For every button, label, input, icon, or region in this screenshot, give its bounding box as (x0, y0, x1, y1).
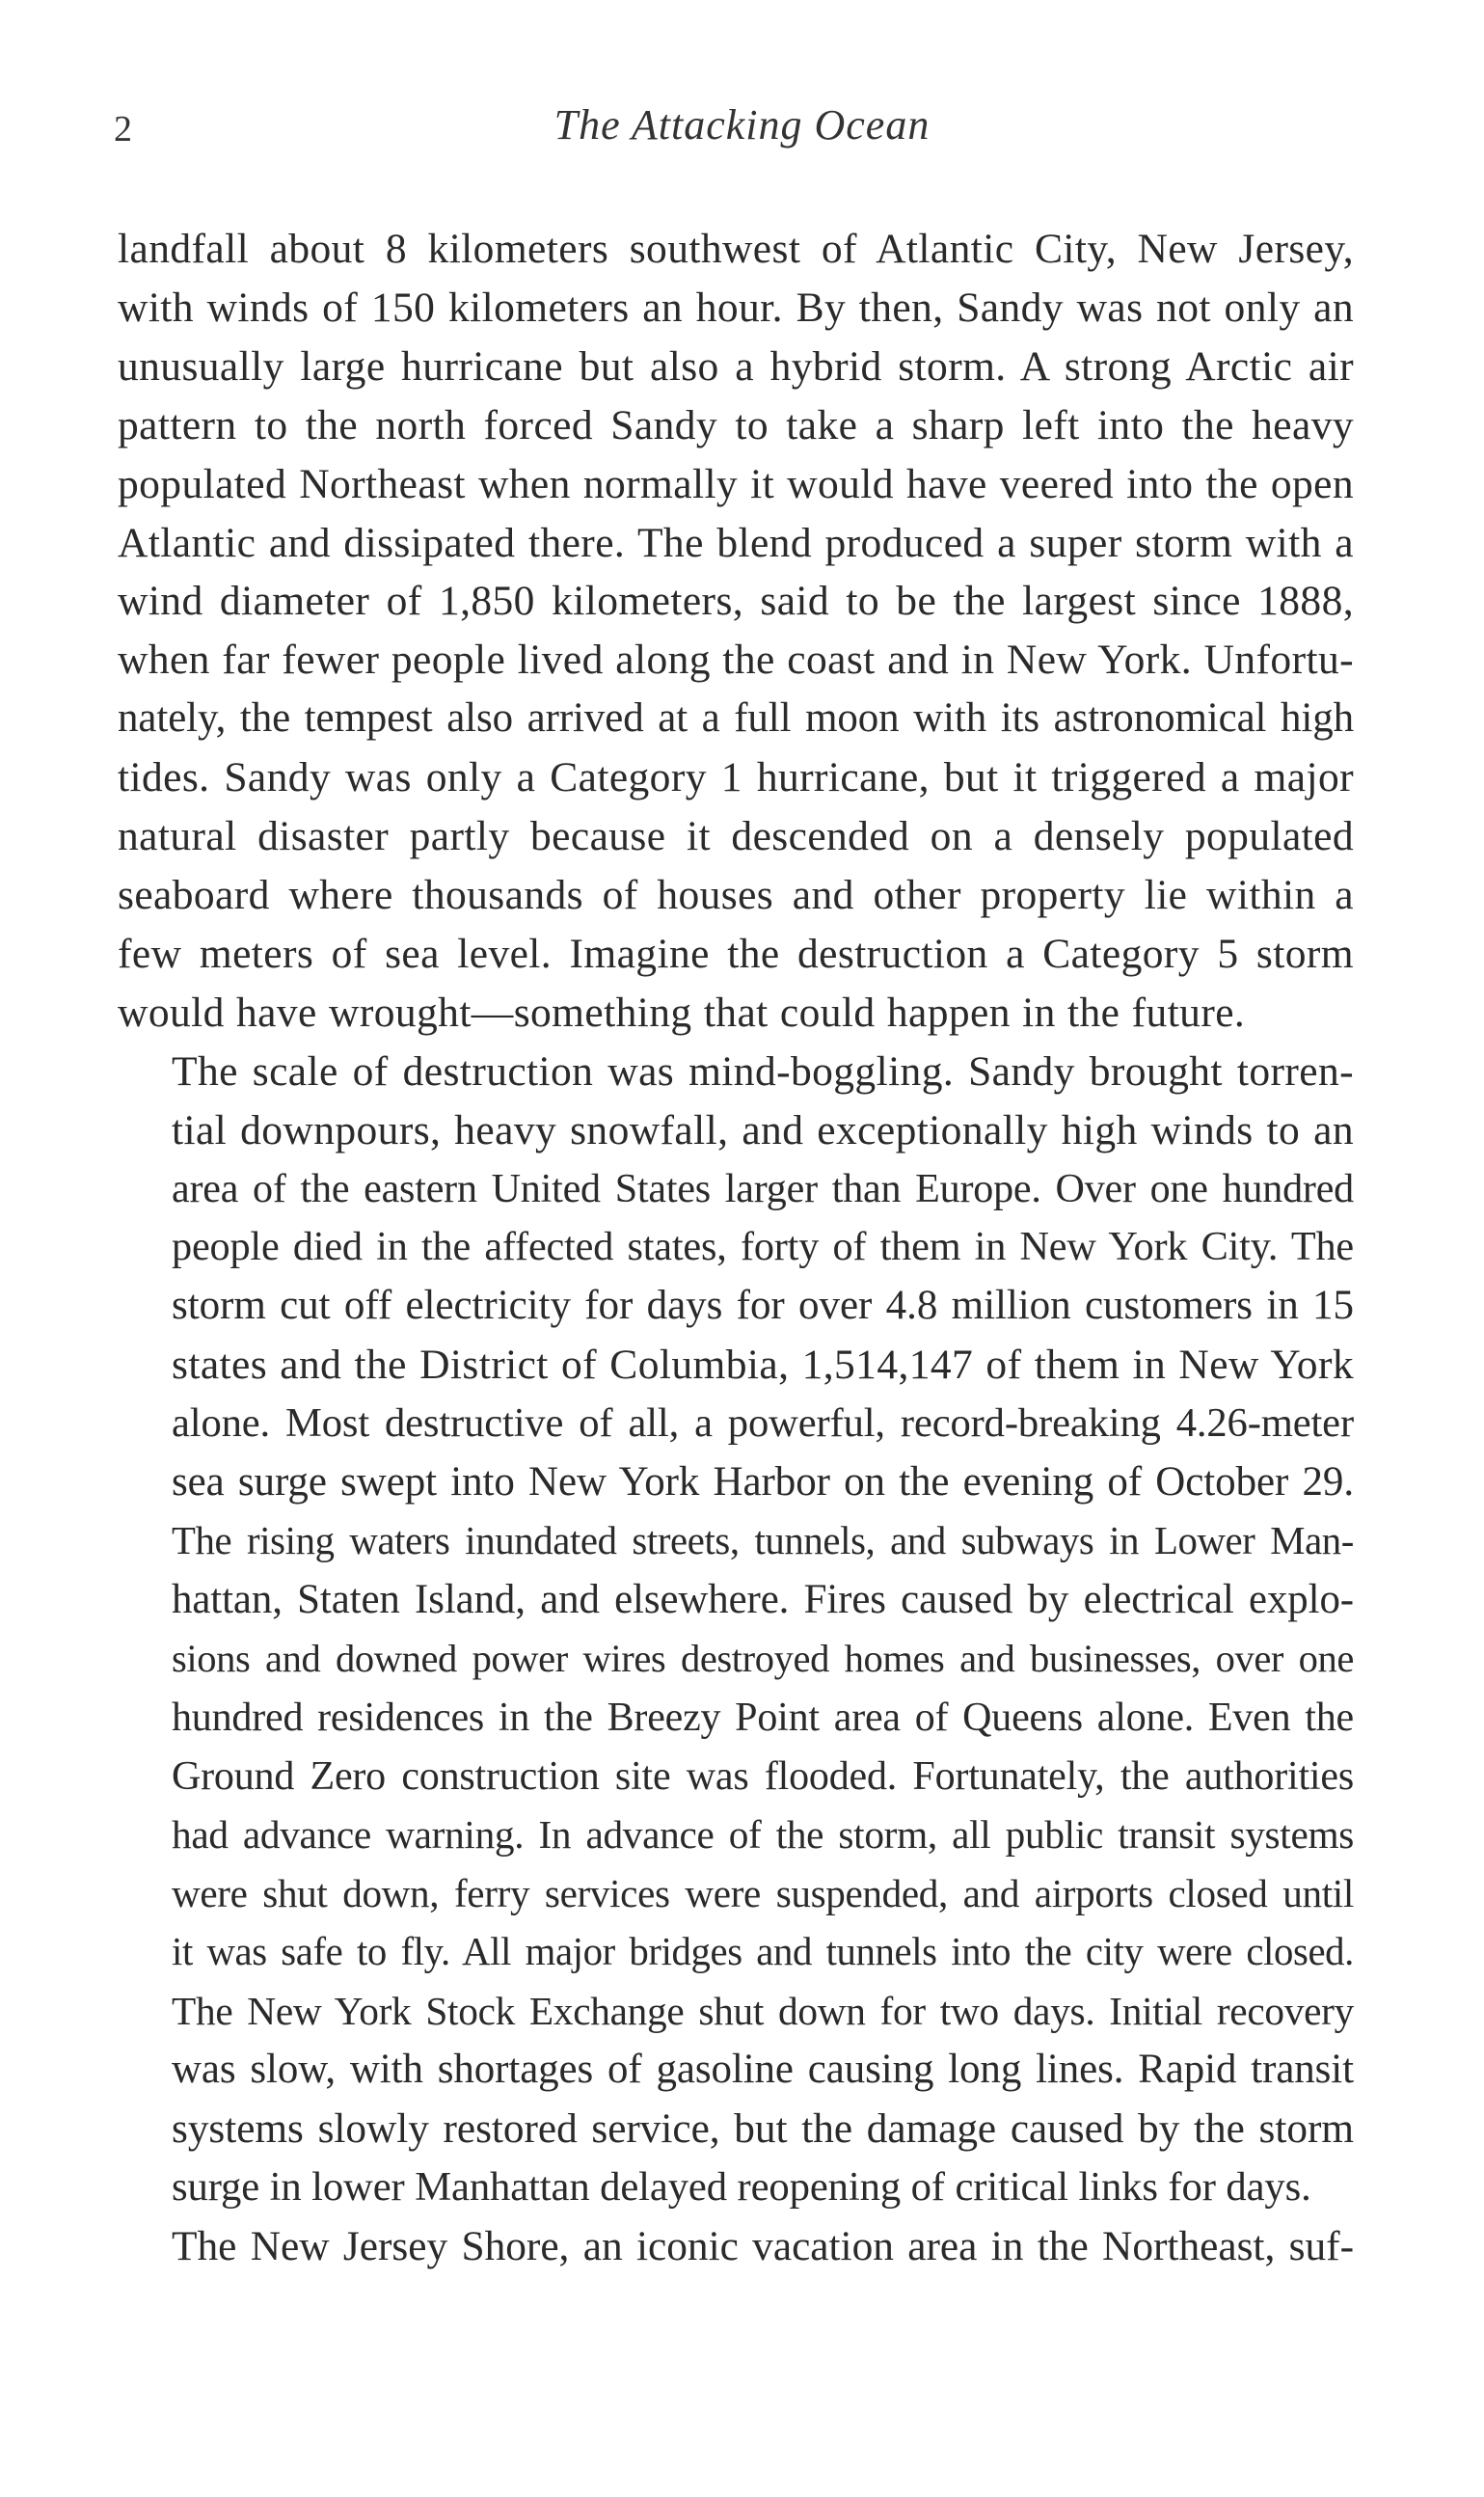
text-line: populated Northeast when normally it would have veered into the open (118, 460, 1354, 507)
text-line: wind diameter of 1,850 kilometers, said to be the largest since 1888, (118, 578, 1354, 625)
text-line: landfall about 8 kilometers southwest of Atlantic City, New Jersey, (118, 226, 1354, 272)
paragraph (118, 2217, 1354, 2276)
text-line: natural disaster partly because it descended on a densely populated (118, 813, 1354, 860)
text-line: surge in lower Manhattan delayed reopening of critical links for days. (172, 2163, 1311, 2210)
text-line: people died in the affected states, forty of them in New York City. The (172, 1224, 1354, 1270)
text-line: were shut down, ferry services were suspended, and airports closed until (172, 1871, 1354, 1916)
book-title: The Attacking Ocean (553, 101, 931, 149)
paragraph (118, 220, 1354, 1043)
text-line: Ground Zero construction site was flooded. Fortunately, the authorities (172, 1753, 1354, 1799)
text-line: it was safe to fly. All major bridges and tunnels into the city were closed. (172, 1930, 1354, 1974)
text-line: The scale of destruction was mind-boggling. Sandy brought torren- (172, 1047, 1354, 1095)
text-line: The rising waters inundated streets, tunnels, and subways in Lower Man- (172, 1518, 1354, 1562)
text-line: tial downpours, heavy snowfall, and exceptionally high winds to an (172, 1106, 1354, 1154)
text-line: seaboard where thousands of houses and other property lie within a (118, 871, 1354, 918)
text-line: tides. Sandy was only a Category 1 hurricane, but it triggered a major (118, 754, 1354, 801)
running-head (0, 95, 1484, 152)
text-line: The New York Stock Exchange shut down for two days. Initial recovery (172, 1989, 1354, 2034)
text-line: alone. Most destructive of all, a powerful, record-breaking 4.26-meter (172, 1400, 1354, 1447)
paragraph (118, 1043, 1354, 2217)
text-line: when far fewer people lived along the coast and in New York. Unfortu- (118, 637, 1354, 684)
text-line: unusually large hurricane but also a hybrid storm. A strong Arctic air (118, 342, 1354, 390)
text-line: would have wrought—something that could happen in the future. (118, 989, 1246, 1036)
text-line: was slow, with shortages of gasoline causing long lines. Rapid transit (172, 2047, 1354, 2093)
text-line: sea surge swept into New York Harbor on the evening of October 29. (172, 1459, 1354, 1506)
text-line: had advance warning. In advance of the storm, all public transit systems (172, 1812, 1354, 1858)
text-line: hattan, Staten Island, and elsewhere. Fires caused by electrical explo- (172, 1576, 1354, 1622)
text-line: few meters of sea level. Imagine the destruction a Category 5 storm (118, 930, 1354, 977)
text-line: The New Jersey Shore, an iconic vacation area in the Northeast, suf- (172, 2222, 1354, 2269)
text-line: systems slowly restored service, but the damage caused by the storm (172, 2105, 1354, 2152)
text-line: nately, the tempest also arrived at a full moon with its astronomical high (118, 695, 1354, 742)
text-line: pattern to the north forced Sandy to take a sharp left into the heavy (118, 401, 1354, 448)
page-number: 2 (114, 109, 132, 149)
body-text (118, 220, 1354, 2276)
text-line: Atlantic and dissipated there. The blend produced a super storm with a (118, 519, 1354, 566)
text-line: hundred residences in the Breezy Point area of Queens alone. Even the (172, 1695, 1354, 1740)
text-line: sions and downed power wires destroyed homes and businesses, over one (172, 1636, 1354, 1680)
text-line: with winds of 150 kilometers an hour. By then, Sandy was not only an (118, 284, 1354, 331)
text-line: states and the District of Columbia, 1,514,147 of them in New York (172, 1342, 1354, 1389)
text-line: storm cut off electricity for days for over 4.8 million customers in 15 (172, 1283, 1354, 1329)
text-line: area of the eastern United States larger than Europe. Over one hundred (172, 1166, 1354, 1211)
